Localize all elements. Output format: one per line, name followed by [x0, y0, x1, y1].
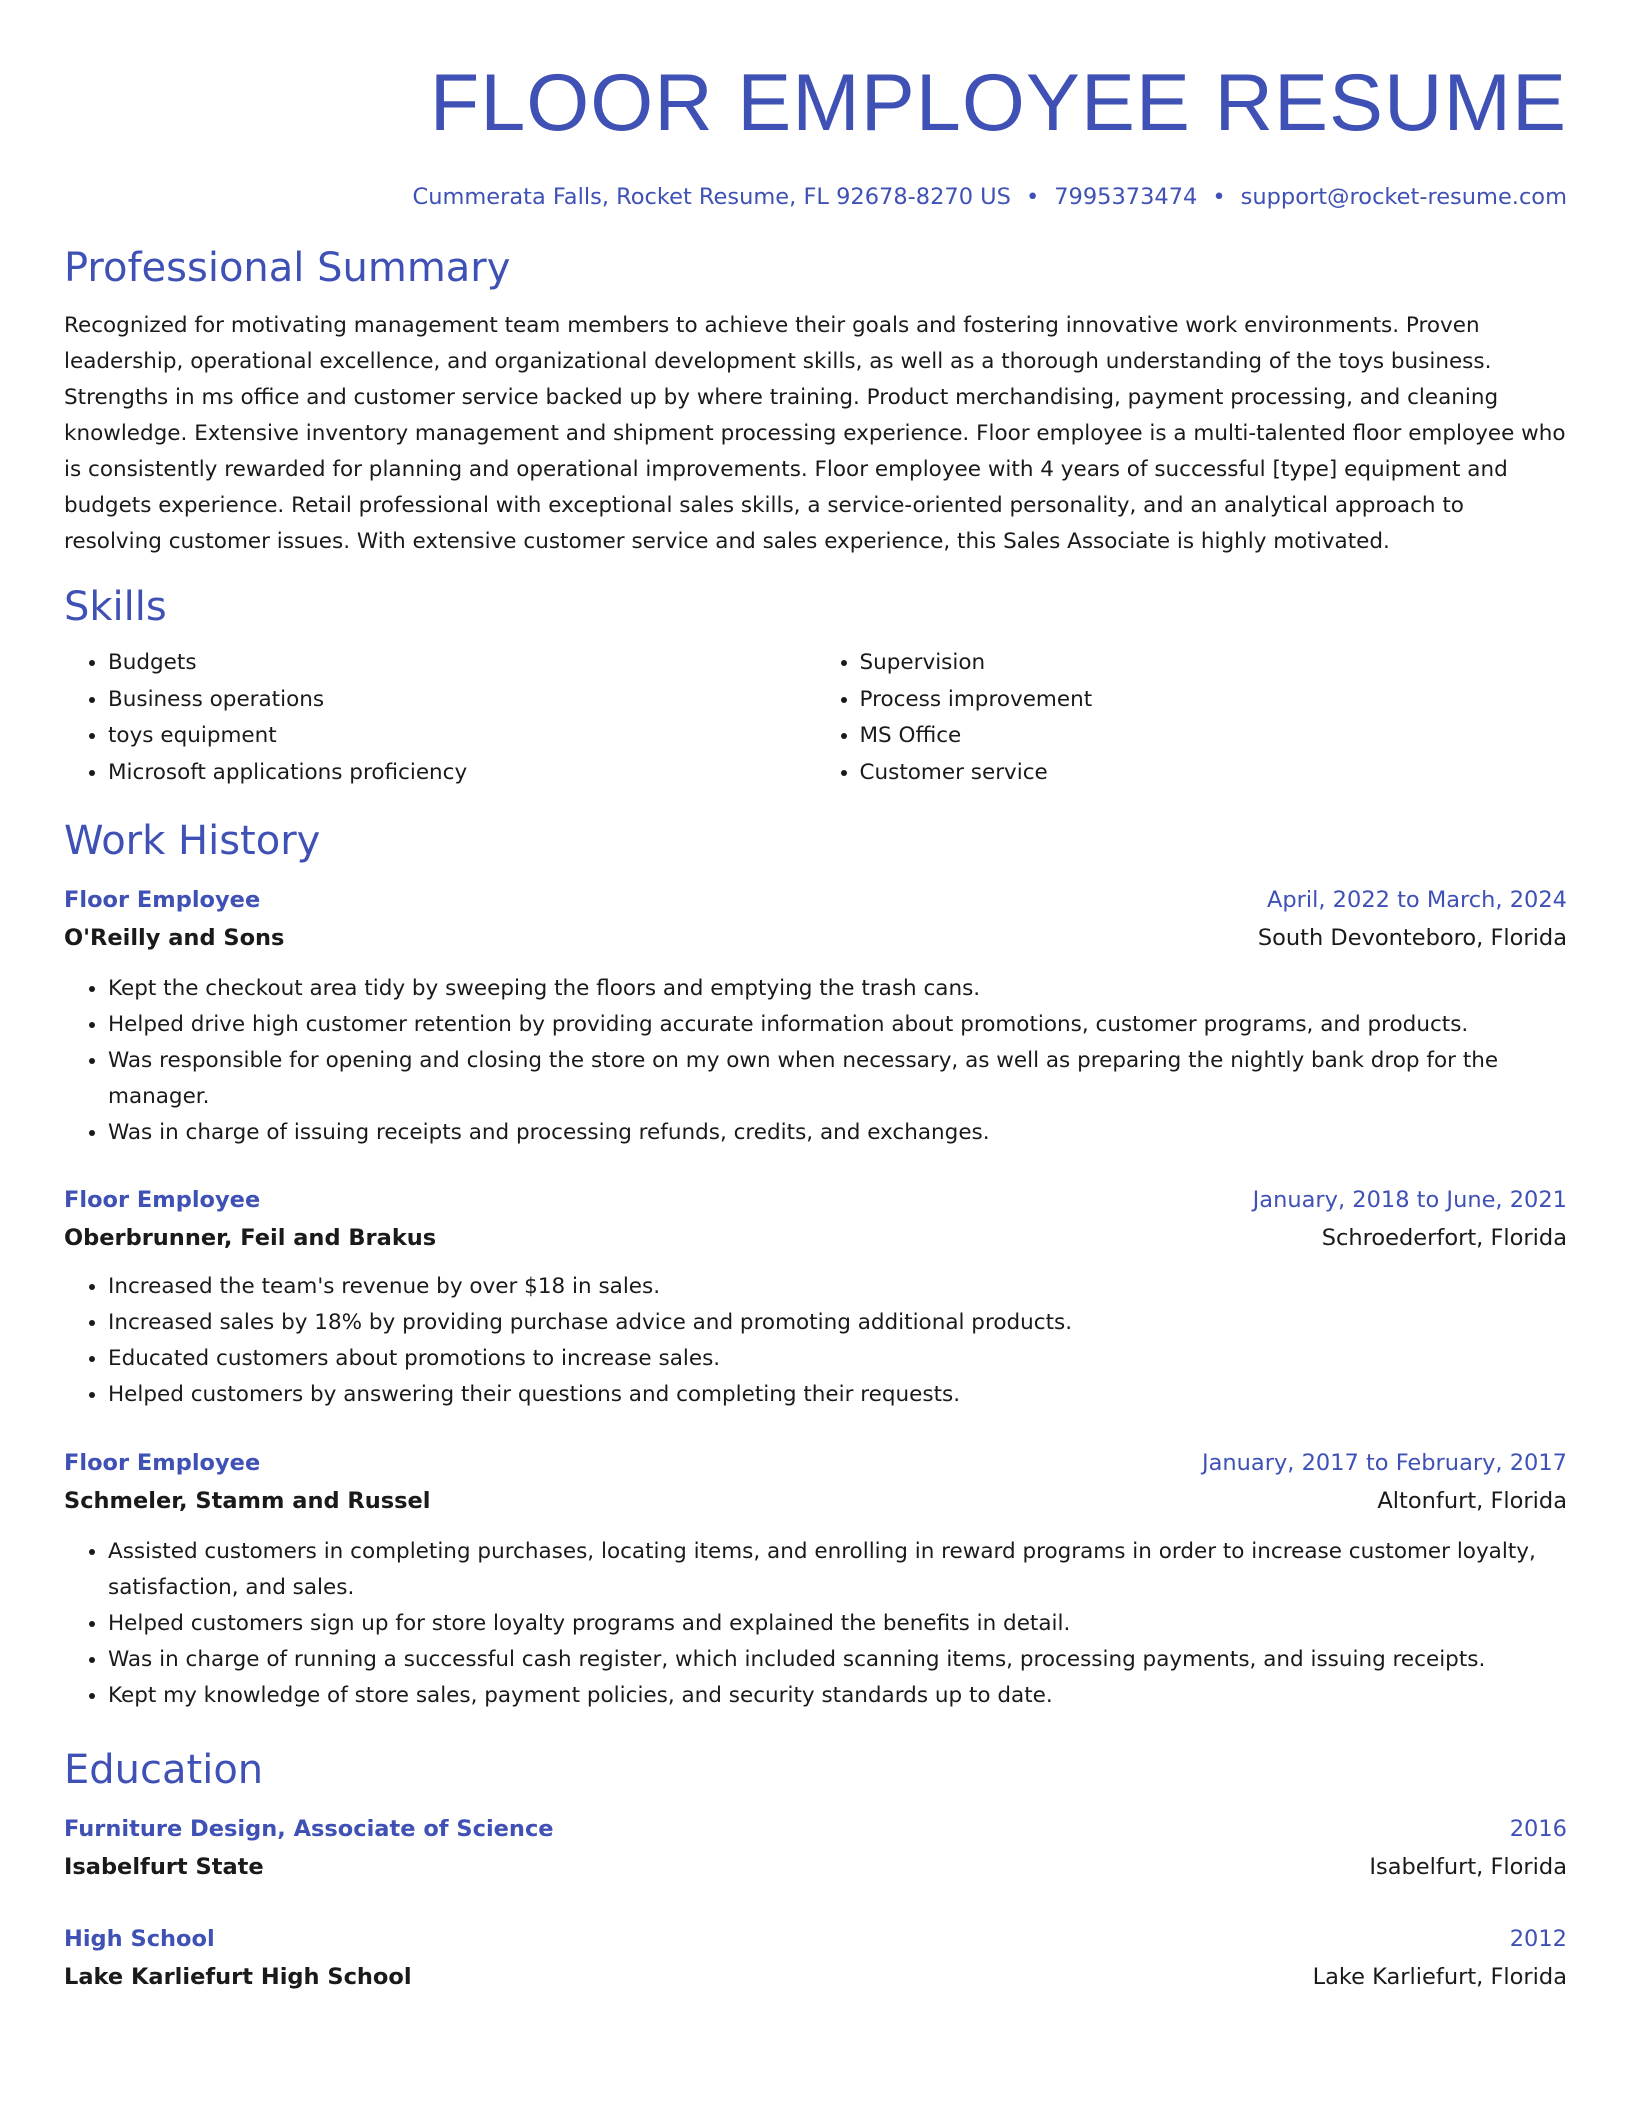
contact-email[interactable]: support@rocket-resume.com: [1240, 184, 1567, 210]
summary-section: [64, 240, 1567, 560]
job-bullet: • Educated customers about promotions to increase sales.: [108, 1341, 1567, 1377]
summary-text: Recognized for motivating management team members to achieve their goals and fostering innovative work environments. Proven leadership, operational excellence, and organizational development skills, as well as a thorough understanding of the toys business. Strengths in ms office and customer service backed up by where training. Product merchandising, payment processing, and cleaning knowledge. Extensive inventory management and shipment processing experience. Floor employee is a multi-talented floor employee who is consistently rewarded for planning and operational improvements. Floor employee with 4 years of successful [type] equipment and budgets experience. Retail professional with exceptional sales skills, a service-oriented personality, and an analytical approach to resolving customer issues. With extensive customer service and sales experience, this Sales Associate is highly motivated.: [64, 313, 1566, 554]
job-bullets: [64, 971, 1567, 1151]
job-title: Floor Employee: [64, 887, 261, 914]
skills-list: [64, 645, 1567, 791]
education-entry: [64, 1920, 1567, 1996]
skill-item: • Microsoft applications proficiency: [108, 755, 816, 792]
skill-item: • Business operations: [108, 682, 816, 719]
contact-phone: 7995373474: [1054, 184, 1198, 210]
contact-separator: •: [1212, 184, 1226, 210]
job-bullet: • Was responsible for opening and closing the store on my own when necessary, as well as preparing the nightly bank drop for the manager.: [108, 1043, 1567, 1115]
work-heading: Work History: [64, 818, 321, 865]
job-location: Schroederfort, Florida: [1321, 1225, 1567, 1252]
education-degree: Furniture Design, Associate of Science: [64, 1816, 554, 1843]
education-subheader: [64, 1848, 1567, 1886]
job-company: Oberbrunner, Feil and Brakus: [64, 1225, 437, 1252]
job-dates: January, 2017 to February, 2017: [1201, 1450, 1567, 1477]
job-entry: [64, 881, 1567, 1151]
job-bullets: [64, 1269, 1567, 1413]
education-year: 2016: [1509, 1816, 1567, 1843]
contact-separator: •: [1025, 184, 1040, 210]
job-header: [64, 1444, 1567, 1482]
job-subheader: [64, 919, 1567, 957]
job-company: Schmeler, Stamm and Russel: [64, 1488, 431, 1515]
education-heading: Education: [64, 1747, 264, 1794]
job-title: Floor Employee: [64, 1187, 261, 1214]
education-location: Isabelfurt, Florida: [1369, 1854, 1567, 1881]
summary-heading: Professional Summary: [64, 245, 511, 291]
job-bullets: [64, 1534, 1567, 1714]
job-bullet: • Was in charge of running a successful cash register, which included scanning items, processing payments, and issuing receipts.: [108, 1642, 1567, 1678]
contact-line: [64, 177, 1567, 217]
skills-section: [64, 579, 1567, 791]
job-bullet: • Helped customers sign up for store loyalty programs and explained the benefits in detail.: [108, 1606, 1567, 1642]
education-school: Lake Karliefurt High School: [64, 1964, 412, 1991]
job-bullet: • Increased sales by 18% by providing purchase advice and promoting additional products.: [108, 1305, 1567, 1341]
skills-heading: Skills: [64, 584, 167, 630]
job-bullet: • Kept my knowledge of store sales, payment policies, and security standards up to date.: [108, 1678, 1567, 1714]
job-location: Altonfurt, Florida: [1377, 1488, 1567, 1515]
job-bullet: • Was in charge of issuing receipts and processing refunds, credits, and exchanges.: [108, 1115, 1567, 1151]
work-section: [64, 813, 1567, 1714]
skill-item: • Customer service: [860, 755, 1568, 792]
job-bullet: • Increased the team's revenue by over $18 in sales.: [108, 1269, 1567, 1305]
job-dates: April, 2022 to March, 2024: [1266, 887, 1567, 914]
job-header: [64, 881, 1567, 919]
job-subheader: [64, 1219, 1567, 1257]
job-subheader: [64, 1482, 1567, 1520]
job-entry: [64, 1444, 1567, 1714]
job-bullet: • Helped customers by answering their questions and completing their requests.: [108, 1377, 1567, 1413]
job-company: O'Reilly and Sons: [64, 925, 285, 952]
skill-item: • Supervision: [860, 645, 1568, 682]
education-subheader: [64, 1958, 1567, 1996]
skill-item: • toys equipment: [108, 718, 816, 755]
skill-item: • Budgets: [108, 645, 816, 682]
job-dates: January, 2018 to June, 2021: [1252, 1187, 1567, 1214]
skills-column-left: [64, 645, 816, 791]
job-bullet: • Kept the checkout area tidy by sweeping the floors and emptying the trash cans.: [108, 971, 1567, 1007]
resume-page: [64, 54, 1567, 1996]
job-header: [64, 1181, 1567, 1219]
education-school: Isabelfurt State: [64, 1854, 264, 1881]
education-header: [64, 1810, 1567, 1848]
job-title: Floor Employee: [64, 1450, 261, 1477]
resume-title: FLOOR EMPLOYEE RESUME: [429, 58, 1567, 148]
education-entry: [64, 1810, 1567, 1886]
job-entry: [64, 1181, 1567, 1413]
education-section: [64, 1742, 1567, 1996]
education-degree: High School: [64, 1926, 215, 1953]
skill-item: • Process improvement: [860, 682, 1568, 719]
job-bullet: • Assisted customers in completing purchases, locating items, and enrolling in reward programs in order to increase customer loyalty, satisfaction, and sales.: [108, 1534, 1567, 1606]
education-header: [64, 1920, 1567, 1958]
skills-column-right: [816, 645, 1568, 791]
skill-item: • MS Office: [860, 718, 1568, 755]
education-location: Lake Karliefurt, Florida: [1312, 1964, 1567, 1991]
education-year: 2012: [1509, 1926, 1567, 1953]
job-location: South Devonteboro, Florida: [1257, 925, 1567, 952]
contact-address: Cummerata Falls, Rocket Resume, FL 92678-8270 US: [412, 184, 1011, 210]
job-bullet: • Helped drive high customer retention by providing accurate information about promotions, customer programs, and products.: [108, 1007, 1567, 1043]
